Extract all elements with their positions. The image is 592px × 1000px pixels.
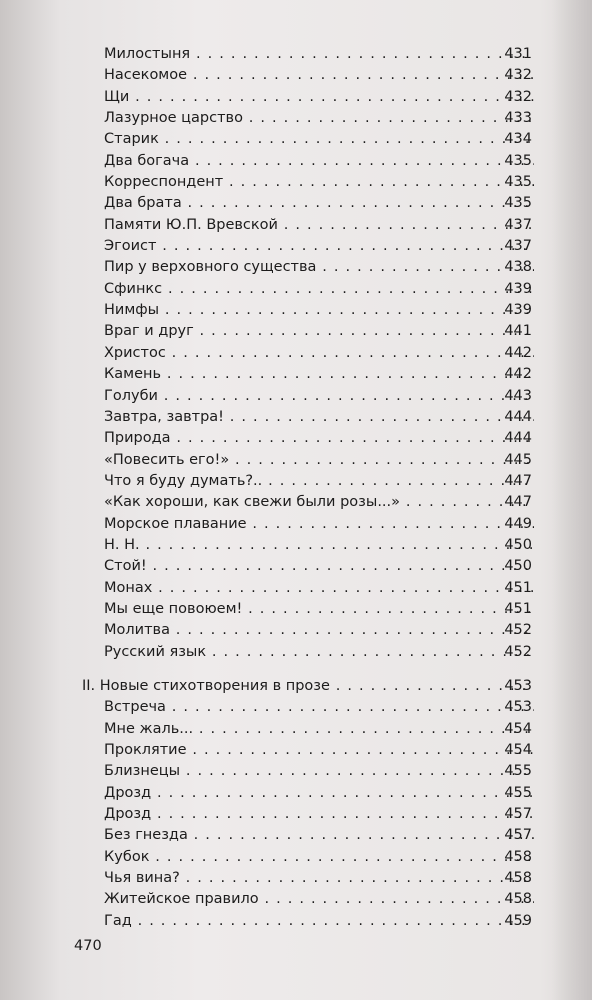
toc-entry-page: 458	[504, 848, 532, 865]
toc-entry-page: 449	[504, 515, 532, 532]
toc-entry-title: Русский язык . . .	[104, 642, 534, 663]
toc-entry-title: Эгоист . . .	[104, 236, 534, 257]
toc-entry	[0, 642, 592, 663]
toc-entry	[0, 889, 592, 910]
toc-entry-title: Камень . . .	[104, 364, 534, 385]
toc-entry	[0, 556, 592, 577]
toc-entry-page: 439	[504, 302, 532, 319]
toc-entry	[0, 450, 592, 471]
toc-entry-title: Враг и друг . . .	[104, 321, 534, 342]
toc-entry-title: Стой! . . .	[104, 556, 534, 577]
toc-entry	[0, 761, 592, 782]
toc-entry-page: 437	[504, 238, 532, 255]
toc-entry-title: Лазурное царство . . .	[104, 108, 534, 129]
toc-entry-title: Гад . . .	[104, 911, 534, 932]
toc-entry	[0, 151, 592, 172]
toc-entry-title: Два брата . . .	[104, 193, 534, 214]
toc-entry	[0, 300, 592, 321]
toc-entry	[0, 364, 592, 385]
toc-entry-page: 438	[504, 259, 532, 276]
toc-entries	[0, 44, 592, 663]
toc-entry-title: Нимфы . . .	[104, 300, 534, 321]
toc-entry-page: 435	[504, 152, 532, 169]
toc-entry-title: Житейское правило . . .	[104, 889, 534, 910]
toc-entry-page: 458	[504, 870, 532, 887]
toc-entry-page: 439	[504, 280, 532, 297]
toc-entry	[0, 535, 592, 556]
toc-entry-title: «Повесить его!» . . .	[104, 450, 534, 471]
toc-entry	[0, 321, 592, 342]
toc-entry-page: 445	[504, 451, 532, 468]
toc-entry	[0, 108, 592, 129]
toc-section-page: 453	[504, 677, 532, 694]
toc-entry-title: Христос . . .	[104, 343, 534, 364]
toc-entry-page: 442	[504, 366, 532, 383]
toc-entry-page: 435	[504, 174, 532, 191]
toc-entry-title: Памяти Ю.П. Вревской . . .	[104, 215, 534, 236]
toc-entry-title: Что я буду думать?.. . . .	[104, 471, 534, 492]
toc-entry-title: Дрозд . . .	[104, 783, 534, 804]
toc-entry-page: 434	[504, 131, 532, 148]
toc-entry-page: 441	[504, 323, 532, 340]
toc-entry-title: Н. Н. . . .	[104, 535, 534, 556]
toc-entry	[0, 911, 592, 932]
toc-entry	[0, 868, 592, 889]
toc-entry	[0, 578, 592, 599]
toc-entry-title: Сфинкс . . .	[104, 279, 534, 300]
toc-entry	[0, 65, 592, 86]
toc-entry-page: 442	[504, 344, 532, 361]
toc-section-entries	[0, 697, 592, 932]
toc-entry-page: 454	[504, 742, 532, 758]
toc-entry-page: 437	[504, 216, 532, 233]
toc-entry	[0, 407, 592, 428]
toc-entry-page: 443	[504, 387, 532, 404]
toc-entry-title: Голуби . . .	[104, 386, 534, 407]
toc-entry-page: 450	[504, 536, 532, 553]
toc-entry	[0, 236, 592, 257]
toc-entry-title: Пир у верховного существа . . .	[104, 257, 534, 278]
toc-entry-page: 451	[504, 600, 532, 617]
toc-entry-page: 435	[504, 195, 532, 212]
toc-entry	[0, 620, 592, 641]
toc-entry-page: 452	[504, 622, 532, 639]
table-of-contents	[0, 44, 592, 932]
toc-entry-title: Морское плавание . . .	[104, 514, 534, 535]
toc-entry	[0, 44, 592, 65]
toc-entry	[0, 514, 592, 535]
toc-entry-page: 457	[504, 827, 532, 844]
toc-entry-page: 431	[504, 46, 532, 62]
toc-entry-page: 433	[504, 110, 532, 127]
toc-entry-title: Дрозд . . .	[104, 804, 534, 825]
toc-entry-page: 447	[504, 494, 532, 511]
toc-entry	[0, 719, 592, 740]
toc-entry-page: 457	[504, 806, 532, 823]
toc-entry	[0, 783, 592, 804]
toc-entry	[0, 193, 592, 214]
toc-entry	[0, 492, 592, 513]
toc-entry-page: 452	[504, 643, 532, 660]
toc-section-heading	[0, 676, 592, 697]
toc-entry-title: Корреспондент . . .	[104, 172, 534, 193]
toc-entry-title: «Как хороши, как свежи были розы...» . . .	[104, 492, 534, 513]
toc-entry-title: Природа . . .	[104, 428, 534, 449]
toc-entry-title: Проклятие . . .	[104, 740, 534, 761]
toc-entry	[0, 215, 592, 236]
toc-entry-page: 458	[504, 891, 532, 908]
toc-entry-page: 453	[504, 699, 532, 716]
toc-entry-page: 459	[504, 912, 532, 929]
toc-entry-page: 455	[504, 784, 532, 801]
toc-entry-title: Монах . . .	[104, 578, 534, 599]
toc-entry-title: Кубок . . .	[104, 847, 534, 868]
toc-entry-page: 455	[504, 763, 532, 780]
toc-entry-title: Встреча . . .	[104, 697, 534, 718]
toc-entry	[0, 471, 592, 492]
toc-entry	[0, 129, 592, 150]
toc-entry-page: 432	[504, 88, 532, 105]
toc-entry	[0, 847, 592, 868]
toc-entry-page: 444	[504, 430, 532, 447]
toc-entry	[0, 87, 592, 108]
toc-entry-page: 451	[504, 579, 532, 596]
toc-entry	[0, 804, 592, 825]
toc-entry-title: Старик . . .	[104, 129, 534, 150]
toc-entry-title: Щи . . .	[104, 87, 534, 108]
toc-entry-title: Мне жаль... . . .	[104, 719, 534, 740]
toc-entry-title: Чья вина? . . .	[104, 868, 534, 889]
toc-entry	[0, 172, 592, 193]
toc-entry-page: 447	[504, 472, 532, 489]
toc-entry-page: 450	[504, 558, 532, 575]
toc-entry-title: Завтра, завтра! . . .	[104, 407, 534, 428]
toc-entry-page: 432	[504, 67, 532, 84]
toc-entry-title: Насекомое . . .	[104, 65, 534, 86]
page-number: 470	[74, 938, 102, 954]
toc-entry-title: Близнецы . . .	[104, 761, 534, 782]
toc-entry	[0, 257, 592, 278]
toc-entry	[0, 279, 592, 300]
toc-entry	[0, 599, 592, 620]
toc-entry	[0, 386, 592, 407]
toc-entry	[0, 697, 592, 718]
toc-entry-title: Без гнезда . . .	[104, 825, 534, 846]
toc-entry-title: Милостыня . . .	[104, 44, 534, 65]
toc-entry	[0, 740, 592, 761]
toc-entry-page: 454	[504, 720, 532, 737]
toc-entry-title: Два богача . . .	[104, 151, 534, 172]
toc-entry	[0, 825, 592, 846]
toc-entry	[0, 428, 592, 449]
toc-entry-title: Молитва . . .	[104, 620, 534, 641]
toc-entry-title: Мы еще повоюем! . . .	[104, 599, 534, 620]
toc-entry-page: 444	[504, 408, 532, 425]
toc-entry	[0, 343, 592, 364]
toc-section-title: II. Новые стихотворения в прозе . . .	[82, 676, 534, 697]
